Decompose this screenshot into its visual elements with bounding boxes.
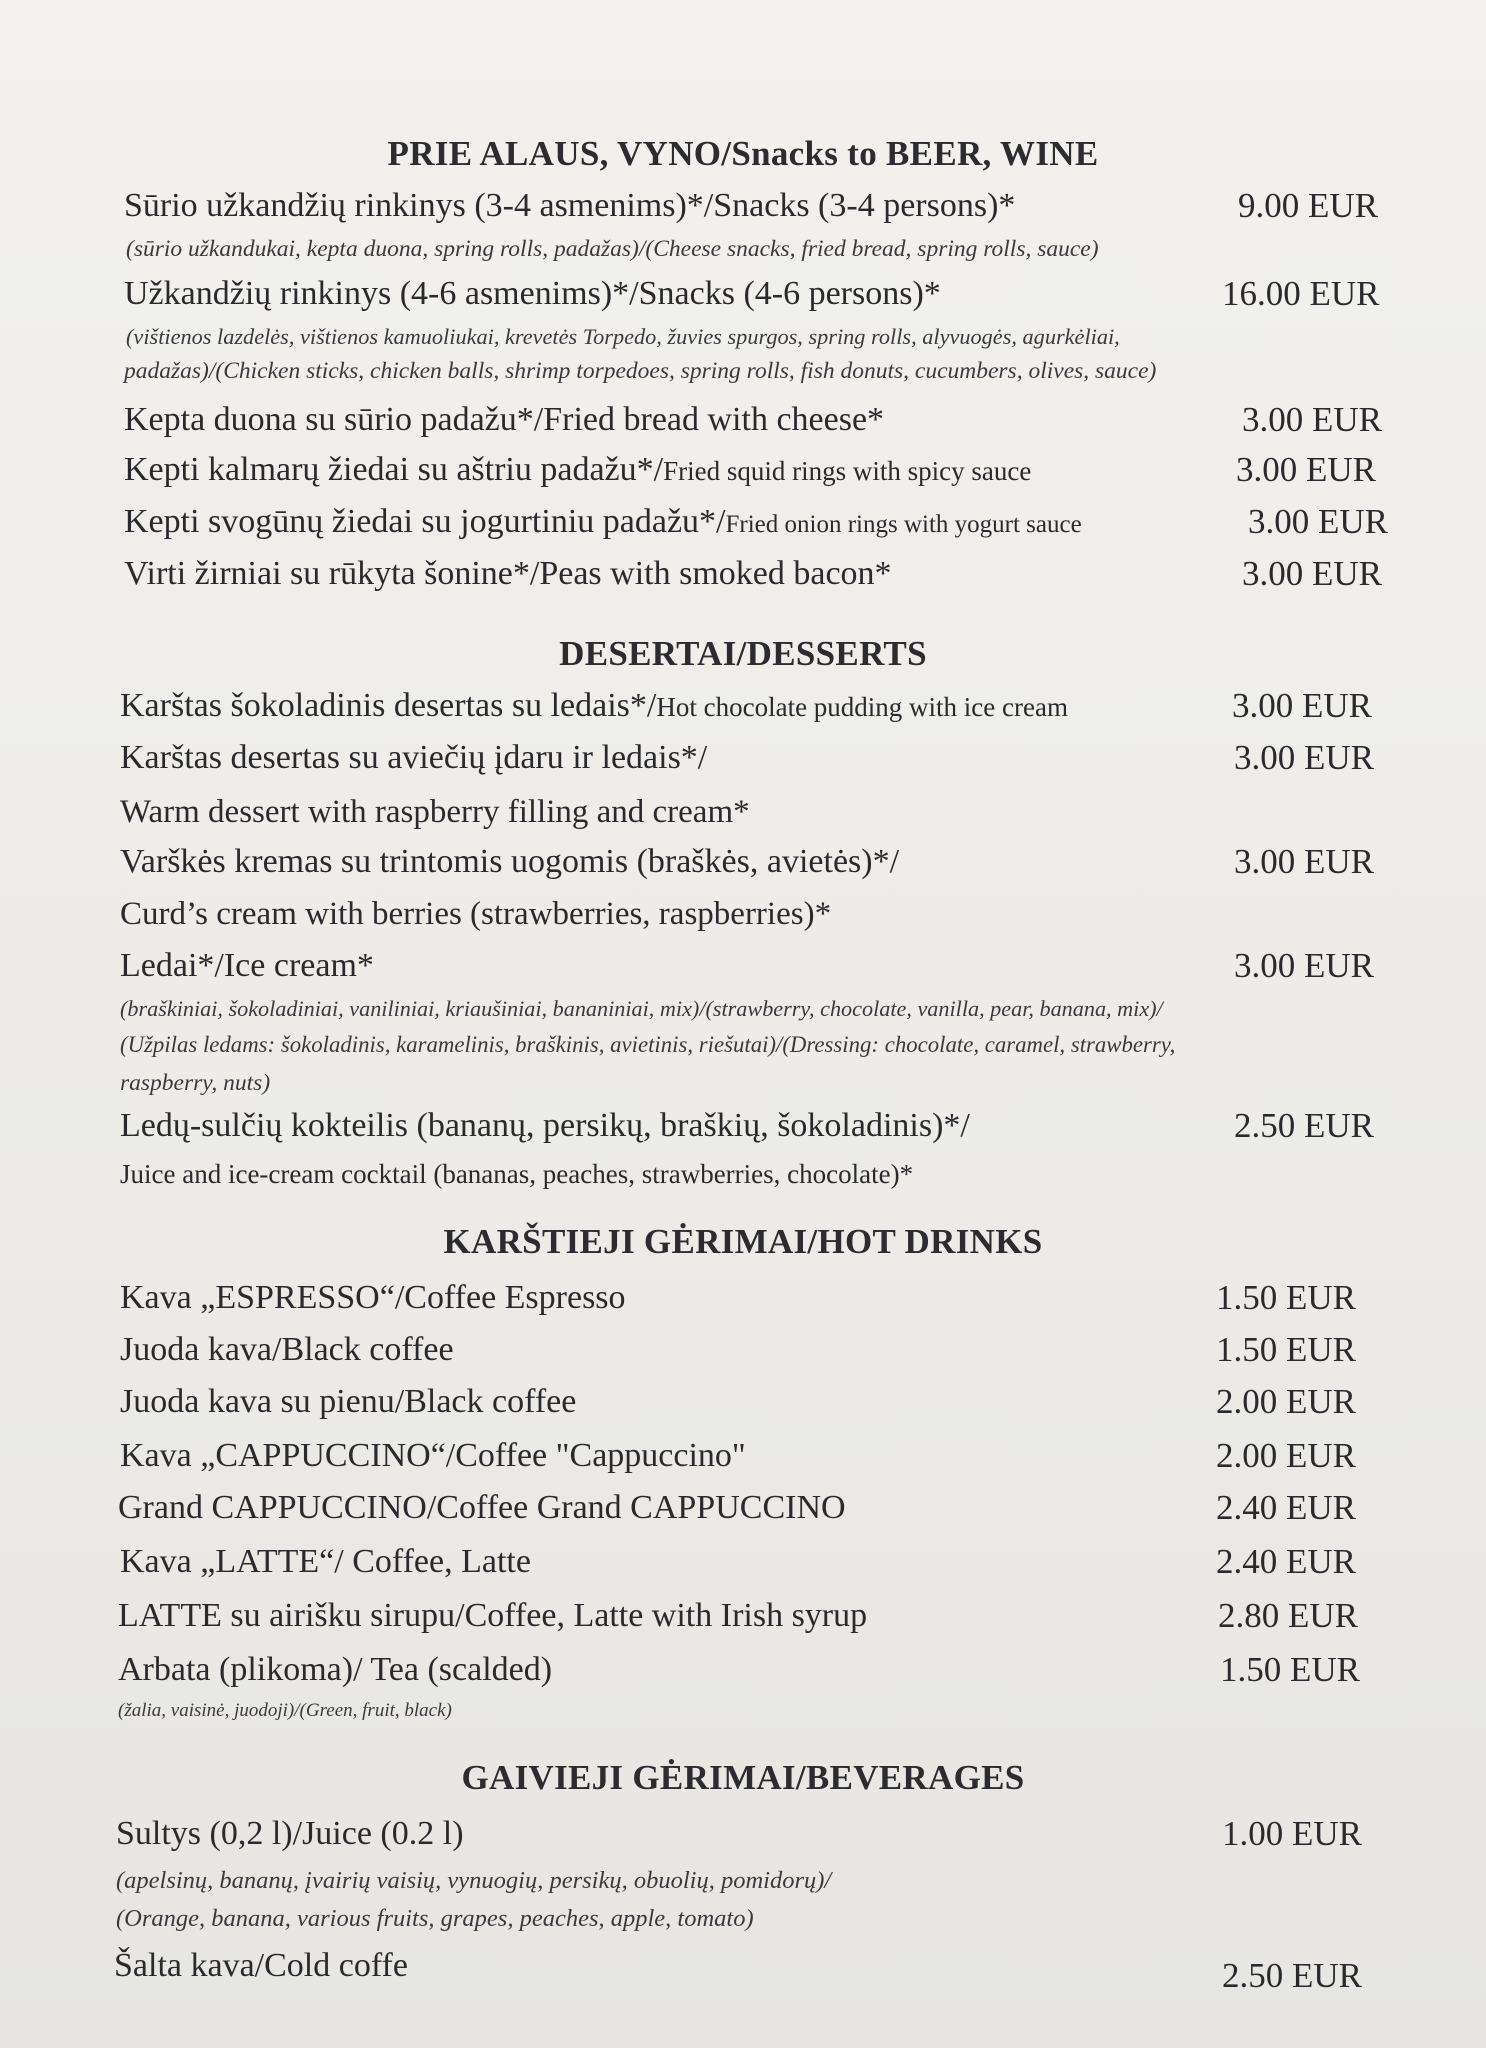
item-price: 3.00 EUR [1234, 946, 1374, 985]
item-price: 2.00 EUR [1216, 1436, 1356, 1475]
item-name: Kepta duona su sūrio padažu*/Fried bread with cheese* [124, 401, 885, 438]
menu-item [0, 1486, 1486, 1530]
item-name: Sūrio užkandžių rinkinys (3-4 asmenims)*/Snacks (3-4 persons)* [124, 187, 1016, 224]
item-name: Kava „LATTE“/ Coffee, Latte [120, 1543, 531, 1580]
item-name: Šalta kava/Cold coffe [114, 1947, 408, 1984]
item-name: Arbata (plikoma)/ Tea (scalded) [118, 1651, 553, 1688]
menu-item [0, 736, 1486, 780]
item-note: (apelsinų, bananų, įvairių vaisių, vynuogių, persikų, obuolių, pomidorų)/ [116, 1867, 832, 1894]
menu-item [0, 1328, 1486, 1372]
item-note: (žalia, vaisinė, juodoji)/(Green, fruit, black) [118, 1700, 452, 1721]
item-name: Karštas šokoladinis desertas su ledais*/Hot chocolate pudding with ice cream [120, 687, 1068, 724]
item-name: Virti žirniai su rūkyta šonine*/Peas with smoked bacon* [124, 555, 892, 592]
item-name: Grand CAPPUCCINO/Coffee Grand CAPPUCCINO [118, 1489, 846, 1526]
menu-item [0, 1594, 1486, 1638]
item-name: Užkandžių rinkinys (4-6 asmenims)*/Snacks (4-6 persons)* [124, 275, 941, 312]
item-note: padažas)/(Chicken sticks, chicken balls, shrimp torpedoes, spring rolls, fish donuts, cucumbers, olives, sauce) [124, 358, 1157, 384]
item-price: 3.00 EUR [1242, 400, 1382, 439]
item-note: (Orange, banana, various fruits, grapes, peaches, apple, tomato) [116, 1905, 754, 1932]
item-price: 1.00 EUR [1222, 1814, 1362, 1853]
item-price: 1.50 EUR [1220, 1650, 1360, 1689]
menu-item [0, 272, 1486, 316]
item-price: 3.00 EUR [1232, 686, 1372, 725]
item-price: 2.40 EUR [1216, 1542, 1356, 1581]
menu-item [0, 1648, 1486, 1692]
item-name: Kepti kalmarų žiedai su aštriu padažu*/Fried squid rings with spicy sauce [124, 451, 1032, 488]
item-price: 3.00 EUR [1236, 450, 1376, 489]
menu-item [0, 1540, 1486, 1584]
item-price: 3.00 EUR [1234, 842, 1374, 881]
menu-item [0, 1276, 1486, 1320]
item-name-en: Curd’s cream with berries (strawberries, raspberries)* [120, 896, 832, 932]
section-heading-beverages: GAIVIEJI GĖRIMAI/BEVERAGES [461, 1758, 1025, 1797]
item-price: 2.40 EUR [1216, 1488, 1356, 1527]
item-price: 16.00 EUR [1222, 274, 1380, 313]
item-price: 3.00 EUR [1234, 738, 1374, 777]
item-name: Juoda kava su pienu/Black coffee [120, 1383, 577, 1420]
item-name: Kava „ESPRESSO“/Coffee Espresso [120, 1279, 626, 1316]
item-note: raspberry, nuts) [120, 1070, 271, 1096]
item-price: 1.50 EUR [1216, 1330, 1356, 1369]
item-price: 2.50 EUR [1222, 1956, 1362, 1995]
item-price: 3.00 EUR [1248, 502, 1388, 541]
item-name: Kepti svogūnų žiedai su jogurtiniu padažu*/Fried onion rings with yogurt sauce [124, 503, 1082, 540]
item-note: (sūrio užkandukai, kepta duona, spring rolls, padažas)/(Cheese snacks, fried bread, spring rolls, sauce) [126, 236, 1099, 262]
section-heading-hot-drinks: KARŠTIEJI GĖRIMAI/HOT DRINKS [443, 1222, 1043, 1261]
item-name: Juoda kava/Black coffee [120, 1331, 454, 1368]
item-price: 2.00 EUR [1216, 1382, 1356, 1421]
section-heading-snacks: PRIE ALAUS, VYNO/Snacks to BEER, WINE [387, 134, 1099, 173]
menu-item [0, 1104, 1486, 1148]
item-note: (braškiniai, šokoladiniai, vaniliniai, kriaušiniai, bananiniai, mix)/(strawberry, chocolate, vanilla, pear, banana, mix)/ [120, 996, 1163, 1021]
item-name: Sultys (0,2 l)/Juice (0.2 l) [116, 1815, 464, 1852]
item-note: (vištienos lazdelės, vištienos kamuoliukai, krevetės Torpedo, žuvies spurgos, spring rolls, alyvuogės, agurkėliai, [126, 324, 1120, 349]
menu-item [0, 1812, 1486, 1856]
menu-item [0, 184, 1486, 228]
menu-item [0, 448, 1486, 492]
menu-item [0, 552, 1486, 596]
item-note: (Užpilas ledams: šokoladinis, karamelinis, braškinis, avietinis, riešutai)/(Dressing: chocolate, caramel, strawberry, [120, 1032, 1176, 1057]
item-name: Varškės kremas su trintomis uogomis (braškės, avietės)*/ [120, 843, 900, 880]
menu-item [0, 840, 1486, 884]
item-name: LATTE su airišku sirupu/Coffee, Latte with Irish syrup [118, 1597, 868, 1634]
item-price: 1.50 EUR [1216, 1278, 1356, 1317]
item-name-en: Warm dessert with raspberry filling and cream* [120, 794, 750, 830]
item-price: 3.00 EUR [1242, 554, 1382, 593]
section-heading-desserts: DESERTAI/DESSERTS [559, 634, 927, 673]
item-price: 9.00 EUR [1238, 186, 1378, 225]
item-name: Karštas desertas su aviečių įdaru ir ledais*/ [120, 739, 708, 776]
menu-item [0, 500, 1486, 544]
item-name: Ledai*/Ice cream* [120, 947, 374, 984]
menu-item [0, 398, 1486, 442]
item-name: Kava „CAPPUCCINO“/Coffee "Cappuccino" [120, 1437, 746, 1474]
menu-item [0, 1944, 1486, 1995]
menu-item [0, 684, 1486, 728]
menu-item [0, 1380, 1486, 1424]
item-name-en: Juice and ice-cream cocktail (bananas, peaches, strawberries, chocolate)* [120, 1159, 914, 1189]
menu-item [0, 1434, 1486, 1478]
item-price: 2.80 EUR [1218, 1596, 1358, 1635]
item-price: 2.50 EUR [1234, 1106, 1374, 1145]
item-name: Ledų-sulčių kokteilis (bananų, persikų, braškių, šokoladinis)*/ [120, 1107, 970, 1144]
menu-item [0, 944, 1486, 988]
